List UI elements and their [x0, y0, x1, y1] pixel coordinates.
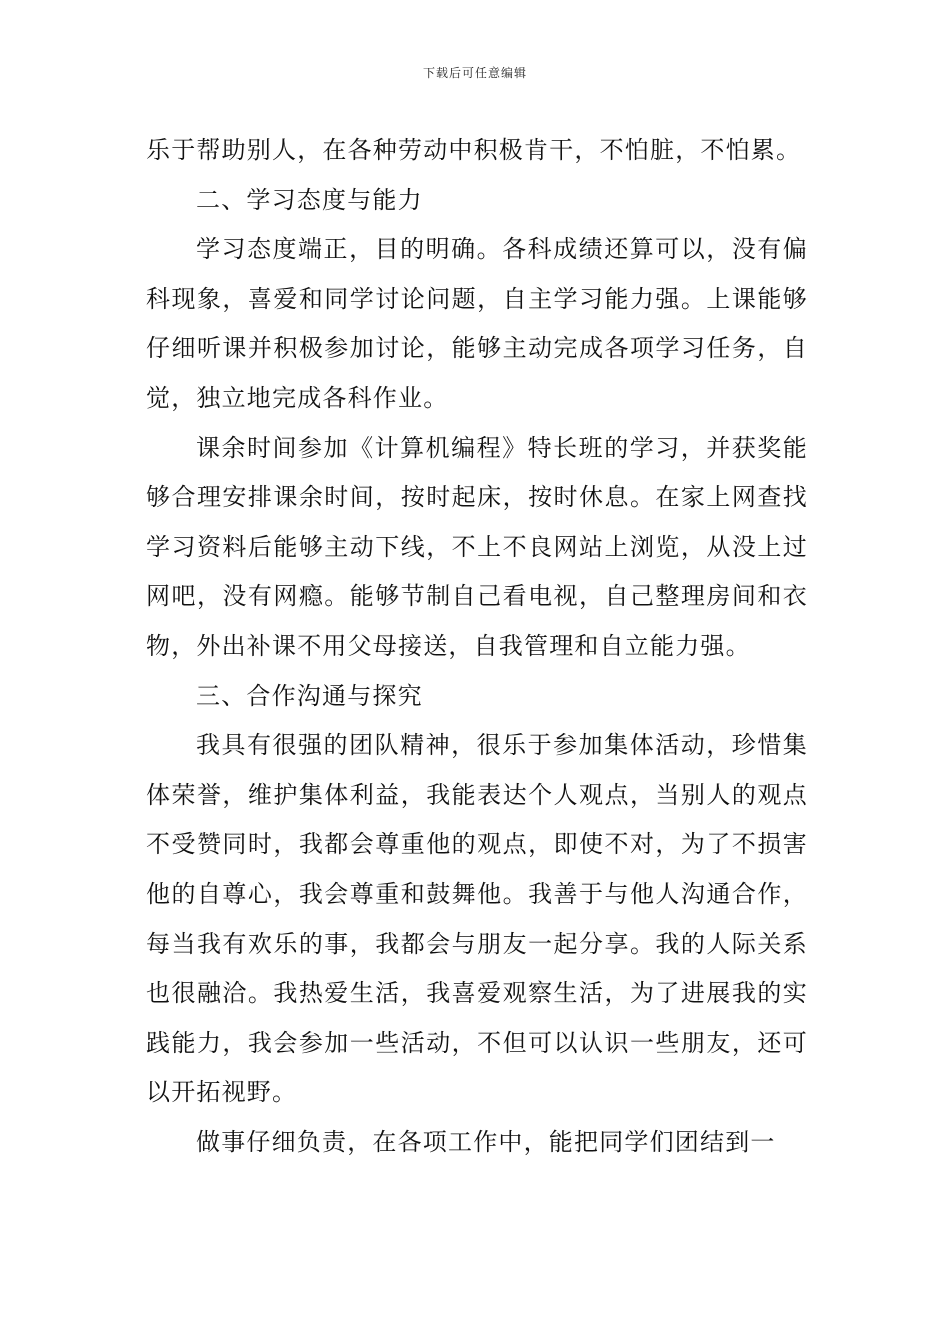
paragraph-4: 我具有很强的团队精神，很乐于参加集体活动，珍惜集体荣誉，维护集体利益，我能表达个人观点，当别人的观点不受赞同时，我都会尊重他的观点，即使不对，为了不损害他的自尊心，我会尊重和鼓舞他。我善于与他人沟通合作，每当我有欢乐的事，我都会与朋友一起分享。我的人际关系也很融洽。我热爱生活，我喜爱观察生活，为了进展我的实践能力，我会参加一些活动，不但可以认识一些朋友，还可以开拓视野。 [146, 731, 808, 1107]
document-body [146, 126, 808, 1167]
header-note: 下载后可任意编辑 [422, 66, 527, 80]
paragraph-1: 乐于帮助别人，在各种劳动中积极肯干，不怕脏，不怕累。 [146, 136, 802, 164]
paragraph-3: 课余时间参加《计算机编程》特长班的学习，并获奖能够合理安排课余时间，按时起床，按时休息。在家上网查找学习资料后能够主动下线，不上不良网站上浏览，从没上过网吧，没有网瘾。能够节制自己看电视，自己整理房间和衣物，外出补课不用父母接送，自我管理和自立能力强。 [146, 433, 808, 660]
section-heading-3: 三、合作沟通与探究 [196, 681, 423, 710]
paragraph-2: 学习态度端正，目的明确。各科成绩还算可以，没有偏科现象，喜爱和同学讨论问题，自主学习能力强。上课能够仔细听课并积极参加讨论，能够主动完成各项学习任务，自觉，独立地完成各科作业。 [146, 235, 808, 412]
paragraph-5: 做事仔细负责，在各项工作中，能把同学们团结到一 [196, 1127, 776, 1156]
section-heading-2: 二、学习态度与能力 [196, 185, 423, 214]
